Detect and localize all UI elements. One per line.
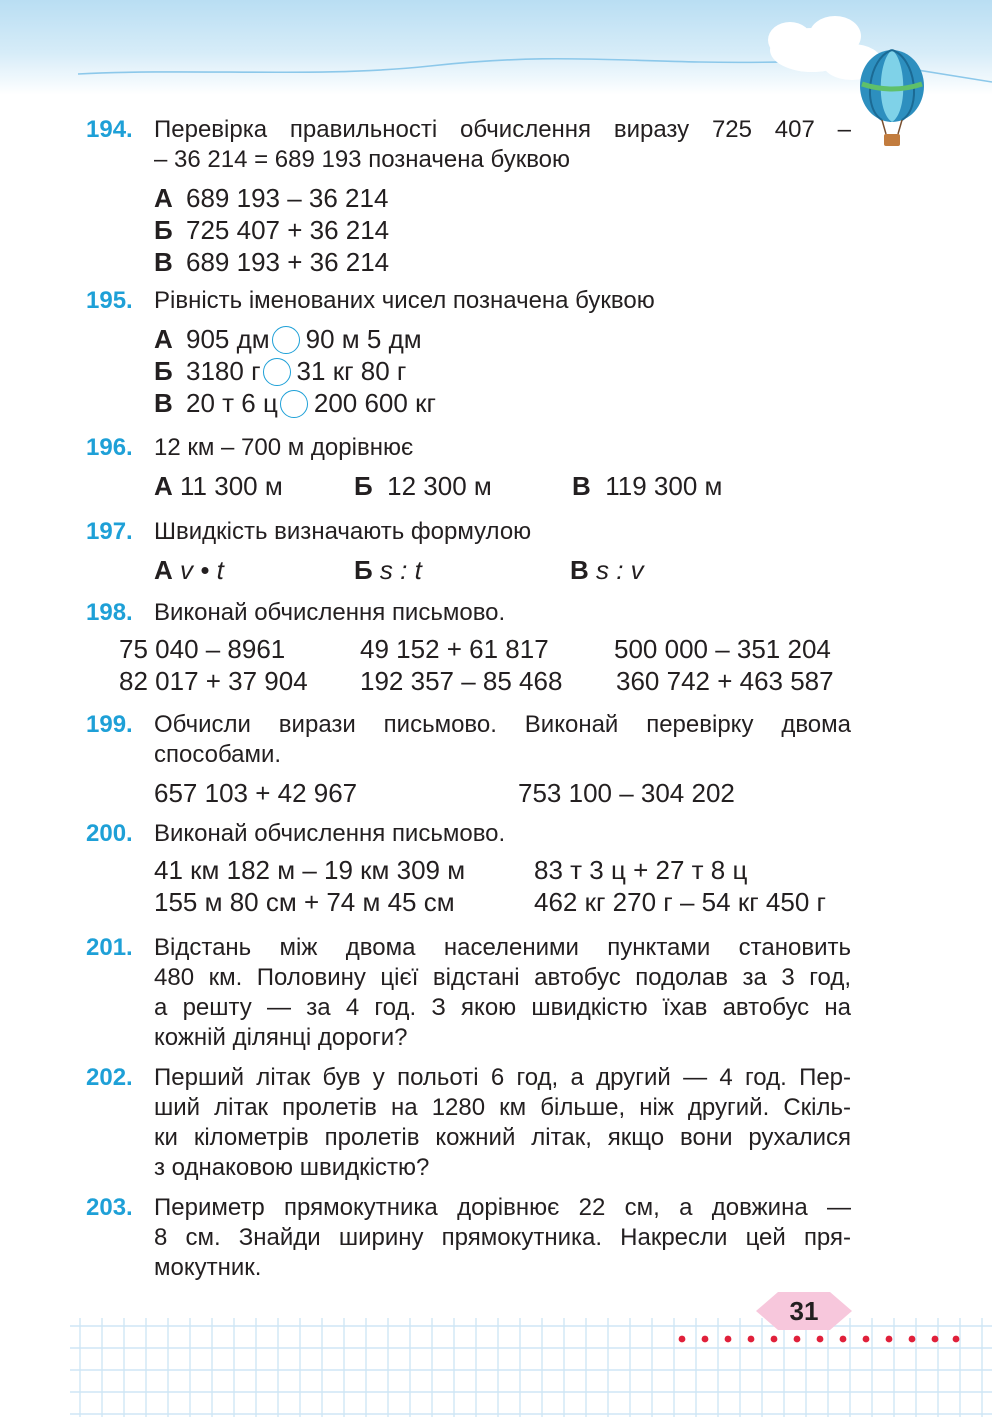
exercise-201: [86, 933, 851, 1053]
exercise-number: 200.: [86, 820, 133, 847]
answer-option: В 689 193 + 36 214: [154, 247, 390, 277]
exercise-text-line: кожній ділянці дороги?: [154, 1024, 408, 1051]
exercise-text-line: – 36 214 = 689 193 позначена буквою: [154, 146, 571, 173]
page-number: 31: [789, 1296, 819, 1326]
calc-expression: 192 357 – 85 468: [360, 666, 563, 696]
calc-expression: 657 103 + 42 967: [154, 778, 358, 808]
exercise-text-line: мокутник.: [154, 1254, 262, 1281]
answer-option: А 905 дм 90 м 5 дм: [154, 324, 422, 354]
exercise-text: Виконай обчислення письмово.: [154, 599, 506, 626]
answer-options: [154, 182, 851, 278]
calc-expression: 49 152 + 61 817: [360, 634, 549, 664]
calc-row: [86, 665, 851, 697]
calc-expression: 462 кг 270 г – 54 кг 450 г: [534, 887, 826, 917]
exercise-number: 203.: [86, 1194, 133, 1221]
calc-expression: 41 км 182 м – 19 км 309 м: [154, 855, 466, 885]
answer-option: В 20 т 6 ц 200 600 кг: [154, 388, 436, 418]
calc-row: [86, 777, 851, 809]
answer-option: Б 12 300 м: [354, 471, 492, 501]
calc-expression: 500 000 – 351 204: [614, 634, 831, 664]
exercise-194: [86, 115, 851, 278]
exercise-text-line: Периметр прямокутника дорівнює 22 см, а довжина —: [154, 1194, 851, 1221]
exercise-202: [86, 1063, 851, 1183]
exercise-text-line: Відстань між двома населеними пунктами становить: [154, 934, 851, 961]
calc-expression: 83 т 3 ц + 27 т 8 ц: [534, 855, 748, 885]
exercise-number: 202.: [86, 1064, 133, 1091]
answer-options: [154, 554, 851, 586]
exercise-number: 194.: [86, 116, 133, 143]
comparison-circle[interactable]: [263, 358, 291, 386]
answer-options: [154, 470, 851, 502]
answer-option: А 11 300 м: [154, 471, 283, 501]
comparison-circle[interactable]: [280, 390, 308, 418]
exercise-number: 201.: [86, 934, 133, 961]
exercise-text: Рівність іменованих чисел позначена буквою: [154, 287, 655, 314]
exercise-text-line: способами.: [154, 741, 282, 768]
exercise-number: 198.: [86, 599, 133, 626]
exercise-200: [86, 819, 851, 918]
answer-options: [154, 323, 851, 419]
calc-row: [86, 633, 851, 665]
page-number-badge: [756, 1288, 852, 1334]
answer-option: А v • t: [154, 555, 224, 585]
calc-expression: 75 040 – 8961: [119, 634, 286, 664]
exercise-text: 12 км – 700 м дорівнює: [154, 434, 414, 461]
exercise-text: Швидкість визначають формулою: [154, 518, 532, 545]
calc-row: [86, 854, 851, 886]
answer-option: В s : v: [570, 555, 644, 585]
calc-expression: 82 017 + 37 904: [119, 666, 308, 696]
answer-option: Б 725 407 + 36 214: [154, 215, 390, 245]
calc-row: [86, 886, 851, 918]
exercise-196: [86, 433, 851, 502]
answer-option: А 689 193 – 36 214: [154, 183, 389, 213]
calc-expression: 360 742 + 463 587: [616, 666, 834, 696]
exercise-text-line: ки кілометрів пролетів кожний літак, якщо вони рухалися: [154, 1124, 851, 1151]
exercise-number: 199.: [86, 711, 133, 738]
exercise-number: 197.: [86, 518, 133, 545]
exercise-text-line: Обчисли вирази письмово. Виконай перевірку двома: [154, 711, 851, 738]
exercise-number: 196.: [86, 434, 133, 461]
exercise-text-line: 480 км. Половину цієї відстані автобус подолав за 3 год,: [154, 964, 851, 991]
answer-option: Б s : t: [354, 555, 422, 585]
exercise-text-line: Перевірка правильності обчислення виразу 725 407 –: [154, 116, 851, 143]
red-dots-decoration: [676, 1332, 966, 1346]
exercise-text-line: з однаковою швидкістю?: [154, 1154, 430, 1181]
exercise-195: [86, 286, 851, 419]
calc-expression: 155 м 80 см + 74 м 45 см: [154, 887, 455, 917]
exercise-text-line: Перший літак був у польоті 6 год, а другий — 4 год. Пер-: [154, 1064, 851, 1091]
header-decoration: [0, 0, 992, 110]
answer-option: Б 3180 г 31 кг 80 г: [154, 356, 407, 386]
exercise-text: Виконай обчислення письмово.: [154, 820, 506, 847]
exercise-text-line: а решту — за 4 год. З якою швидкістю їхав автобус на: [154, 994, 851, 1021]
hot-air-balloon-icon: [852, 48, 932, 158]
exercise-number: 195.: [86, 287, 133, 314]
exercise-text-line: 8 см. Знайди ширину прямокутника. Накресли цей пря-: [154, 1224, 851, 1251]
calc-expression: 753 100 – 304 202: [518, 778, 735, 808]
exercise-198: [86, 598, 851, 697]
exercise-197: [86, 517, 851, 586]
exercise-203: [86, 1193, 851, 1283]
exercise-text-line: ший літак пролетів на 1280 км більше, ніж другий. Скіль-: [154, 1094, 851, 1121]
comparison-circle[interactable]: [272, 326, 300, 354]
answer-option: В 119 300 м: [572, 471, 723, 501]
exercise-199: [86, 710, 851, 809]
